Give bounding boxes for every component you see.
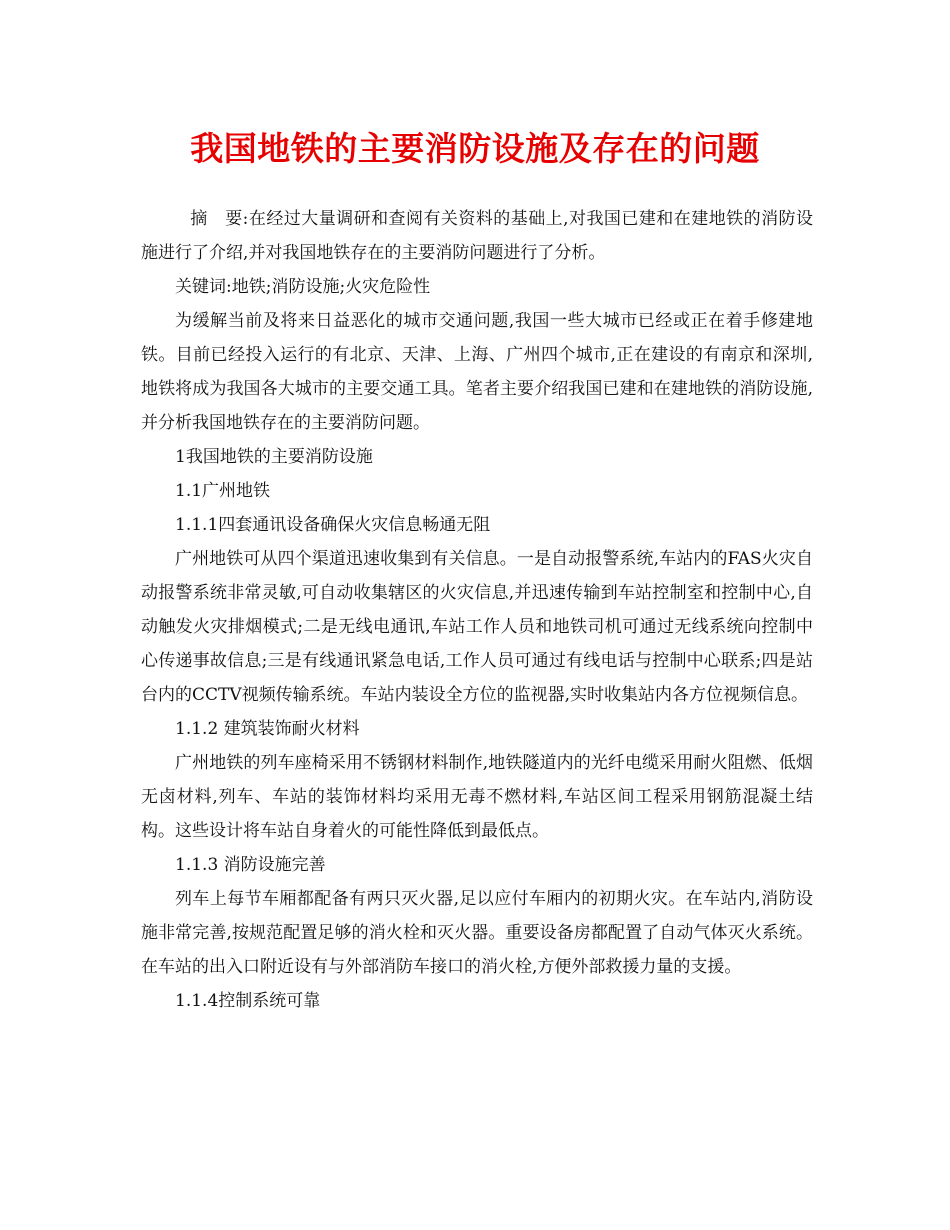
section-1-1-1-paragraph: 广州地铁可从四个渠道迅速收集到有关信息。一是自动报警系统,车站内的FAS火灾自动报警系统非常灵敏,可自动收集辖区的火灾信息,并迅速传输到车站控制室和控制中心,自动触发火灾排烟模式;二是无线电通讯,车站工作人员和地铁司机可通过无线系统向控制中心传递事故信息;三是有线通讯紧急电话,工作人员可通过有线电话与控制中心联系;四是站台内的CCTV视频传输系统。车站内装设全方位的监视器,实时收集站内各方位视频信息。 (141, 549, 813, 705)
section-1-heading: 1我国地铁的主要消防设施 (175, 447, 373, 467)
section-1-1-2-paragraph: 广州地铁的列车座椅采用不锈钢材料制作,地铁隧道内的光纤电缆采用耐火阻燃、低烟无卤材料,列车、车站的装饰材料均采用无毒不燃材料,车站区间工程采用钢筋混凝土结构。这些设计将车站自身着火的可能性降低到最低点。 (141, 753, 813, 841)
intro-paragraph: 为缓解当前及将来日益恶化的城市交通问题,我国一些大城市已经或正在着手修建地铁。目前已经投入运行的有北京、天津、上海、广州四个城市,正在建设的有南京和深圳,地铁将成为我国各大城市的主要交通工具。笔者主要介绍我国已建和在建地铁的消防设施,并分析我国地铁存在的主要消防问题。 (141, 311, 813, 433)
section-1-1-1-heading: 1.1.1四套通讯设备确保火灾信息畅通无阻 (175, 515, 491, 535)
document-title: 我国地铁的主要消防设施及存在的问题 (190, 129, 760, 168)
keywords-line: 关键词:地铁;消防设施;火灾危险性 (175, 277, 431, 297)
section-1-1-2-heading: 1.1.2 建筑装饰耐火材料 (175, 719, 360, 739)
section-1-1-3-paragraph: 列车上每节车厢都配备有两只灭火器,足以应付车厢内的初期火灾。在车站内,消防设施非常完善,按规范配置足够的消火栓和灭火器。重要设备房都配置了自动气体灭火系统。在车站的出入口附近设有与外部消防车接口的消火栓,方便外部救援力量的支援。 (141, 889, 813, 977)
section-1-1-heading: 1.1广州地铁 (175, 481, 271, 501)
abstract-paragraph: 摘 要:在经过大量调研和查阅有关资料的基础上,对我国已建和在建地铁的消防设施进行了介绍,并对我国地铁存在的主要消防问题进行了分析。 (141, 209, 813, 263)
section-1-1-4-heading: 1.1.4控制系统可靠 (175, 991, 321, 1011)
section-1-1-3-heading: 1.1.3 消防设施完善 (175, 855, 326, 875)
document-body (141, 202, 813, 1018)
